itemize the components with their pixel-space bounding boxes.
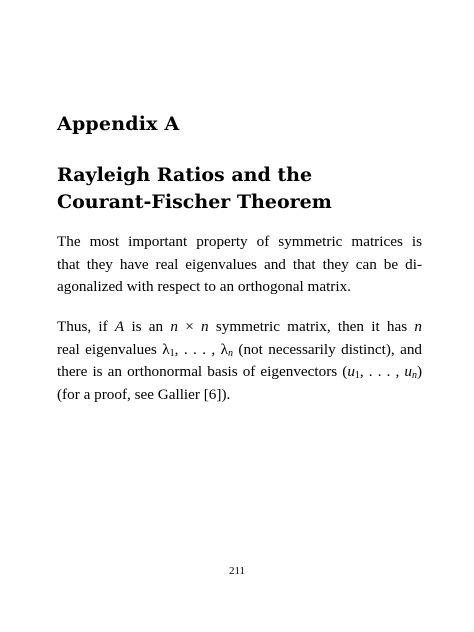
subscript: 1 [169,347,175,359]
subscript: n [411,370,417,381]
math-symbol: n [414,318,422,335]
math-symbol: u [347,363,355,380]
subscript: n [227,347,233,359]
paragraph-line: that they have real eigenvalues and that they can be di- [57,255,422,273]
math-symbol: λ [220,340,228,358]
paragraph-line: (for a proof, see Gallier [6]). [57,385,231,403]
paragraph-line: The most important property of symmetric matrices is [57,233,422,250]
text-fragment: ) [416,363,422,380]
math-symbol: A [114,318,125,335]
text-fragment: is an [124,318,171,335]
text-fragment: (not necessarily distinct), and [232,340,423,358]
paragraph-2 [57,316,422,406]
paragraph-line [57,361,422,384]
text-fragment: there is an orthonormal basis of eigenvectors ( [57,363,348,380]
chapter-title-line-2: Courant-Fischer Theorem [57,191,332,213]
subscript: 1 [354,370,360,381]
paragraph-1 [57,231,422,299]
appendix-label: Appendix A [57,113,180,135]
math-symbol: n [170,318,178,335]
text-fragment: , . . . , [359,363,405,380]
chapter-title-line-1: Rayleigh Ratios and the [57,164,313,186]
paragraph-line [57,316,422,339]
text-fragment: × [177,318,202,335]
chapter-title [57,162,332,216]
math-symbol: u [404,363,412,380]
paragraph-line: agonalized with respect to an orthogonal matrix. [57,278,351,295]
text-fragment: symmetric matrix, then it has [208,318,415,335]
text-fragment: real eigenvalues [57,340,163,358]
text-fragment: , . . . , [174,340,221,358]
math-symbol: λ [162,340,170,358]
page-number: 211 [228,565,246,577]
paragraph-line [57,339,422,362]
math-symbol: n [201,318,209,335]
text-fragment: Thus, if [57,318,115,335]
